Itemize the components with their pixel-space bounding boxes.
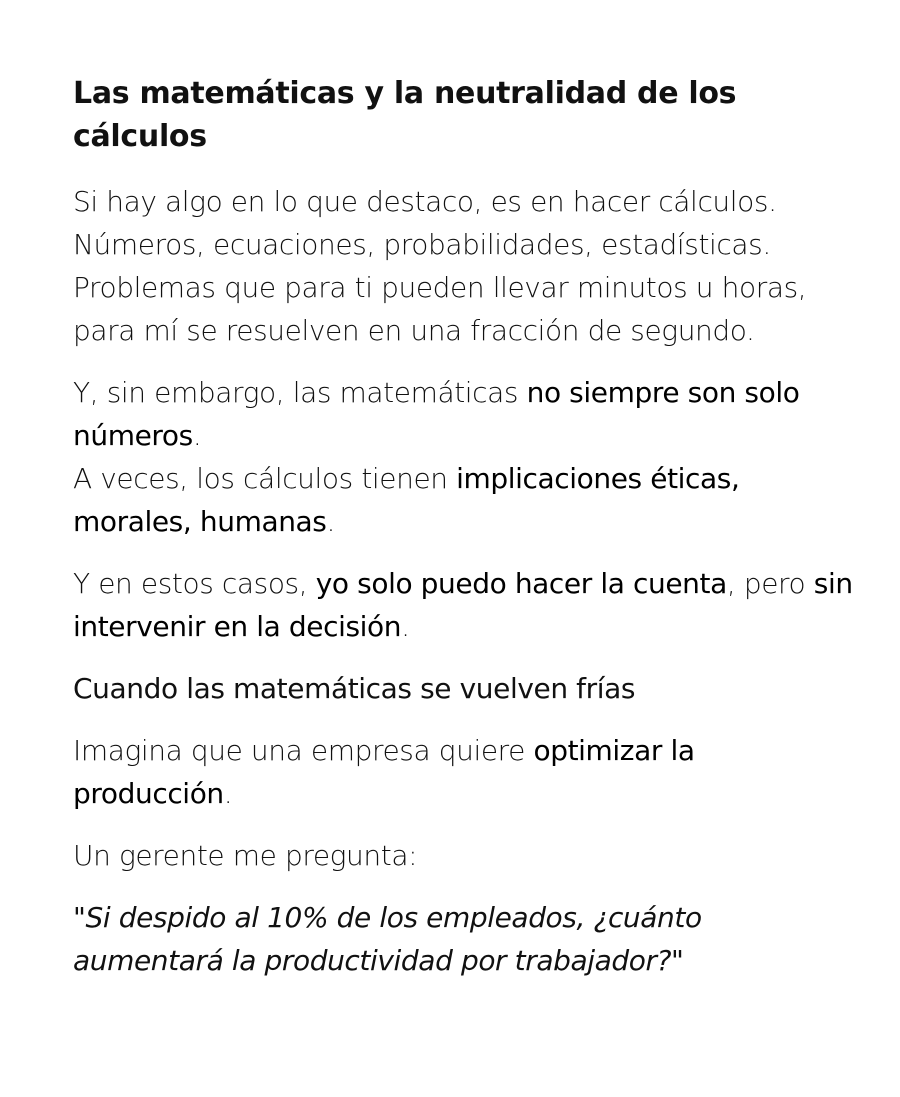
text-segment: . (401, 610, 410, 643)
article (73, 72, 853, 982)
paragraph-manager: Un gerente me pregunta: (73, 839, 418, 872)
highlight-text: implicaciones éticas, morales, humanas (73, 462, 740, 538)
text-segment: . (326, 505, 336, 538)
text-segment: , pero (726, 567, 814, 600)
text-segment: A veces, los cálculos tienen (73, 462, 457, 495)
paragraph-decision (73, 562, 853, 648)
section-heading: Cuando las matemáticas se vuelven frías (73, 672, 636, 705)
text-segment: Y en estos casos, (73, 567, 316, 600)
highlight-text: yo solo puedo hacer la cuenta (315, 567, 727, 600)
quote: "Si despido al 10% de los empleados, ¿cuánto aumentará la productividad por trabajador?" (73, 901, 702, 977)
text-segment: Imagina que una empresa quiere (73, 734, 534, 767)
paragraph-company (73, 729, 853, 815)
highlight-text: optimizar la producción (73, 734, 695, 810)
paragraph-ethics (73, 371, 853, 543)
paragraph-intro: Si hay algo en lo que destaco, es en hacer cálculos. Números, ecuaciones, probabilidades, estadísticas. Problemas que para ti pueden llevar minutos u horas, para mí se resuelven en una fracción de segundo. (73, 185, 807, 347)
text-segment: . (223, 777, 233, 810)
article-title: Las matemáticas y la neutralidad de los cálculos (73, 76, 737, 154)
text-segment: Y, sin embargo, las matemáticas (73, 376, 527, 409)
text-segment: . (192, 419, 202, 452)
highlight-text: no siempre son solo números (73, 376, 800, 452)
highlight-text: sin intervenir en la decisión (73, 567, 853, 643)
